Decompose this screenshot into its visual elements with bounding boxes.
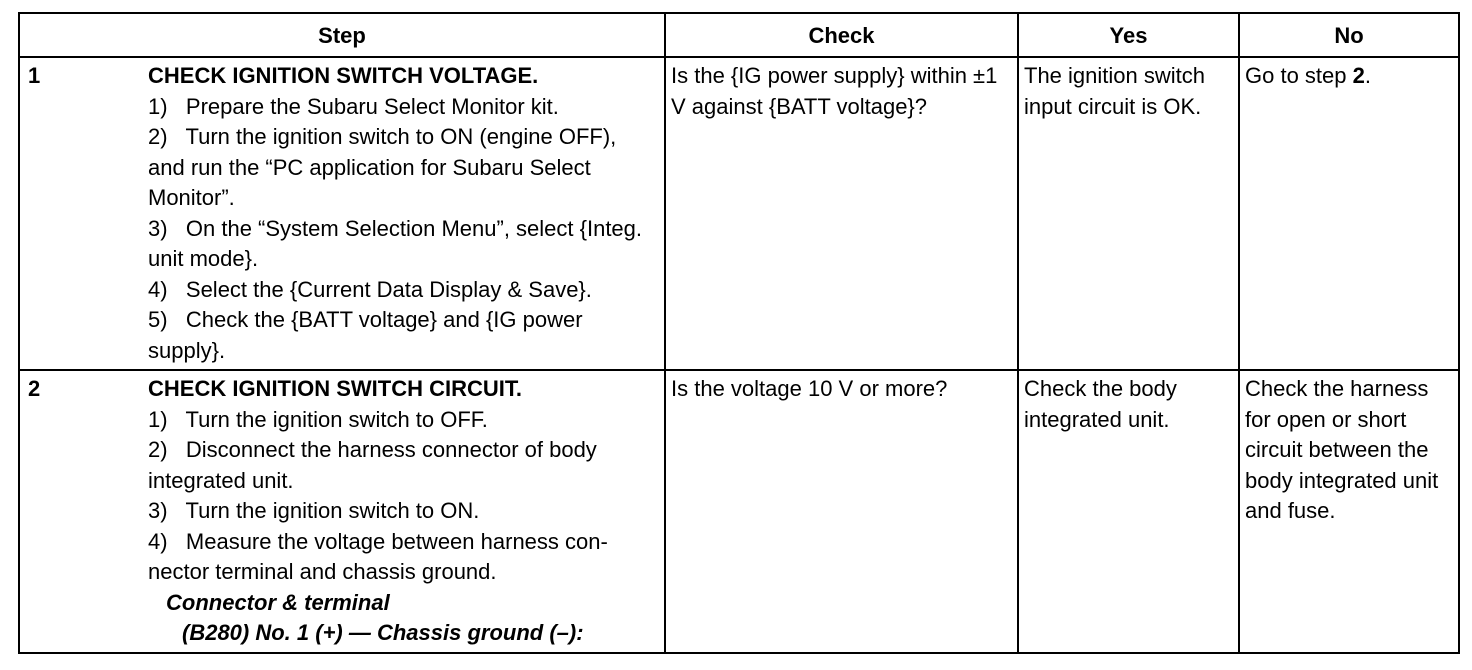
check-cell: Is the {IG power supply} within ±1 V against {BATT voltage}? xyxy=(665,57,1018,370)
step-cell xyxy=(19,57,665,370)
step-title: CHECK IGNITION SWITCH CIRCUIT. xyxy=(148,376,522,401)
no-text: Go to step xyxy=(1245,63,1353,88)
header-row xyxy=(19,13,1459,57)
step-cell xyxy=(19,370,665,653)
step-instruction: 1) Turn the ignition switch to OFF. xyxy=(148,406,488,432)
header-step: Step xyxy=(19,13,665,57)
table-row xyxy=(19,370,1459,653)
connector-spec: (B280) No. 1 (+) — Chassis ground (–): xyxy=(182,620,584,645)
header-check: Check xyxy=(665,13,1018,57)
step-title: CHECK IGNITION SWITCH VOLTAGE. xyxy=(148,63,539,88)
step-reference: 2 xyxy=(1352,63,1365,88)
step-instruction: 3) On the “System Selection Menu”, select {Integ. unit mode}. xyxy=(148,215,649,271)
step-instruction: 4) Select the {Current Data Display & Save}. xyxy=(148,276,592,302)
yes-cell: Check the body integrated unit. xyxy=(1018,370,1239,653)
diagnostic-table xyxy=(18,12,1460,654)
no-cell: Check the harness for open or short circuit between the body integrated unit and fuse. xyxy=(1239,370,1459,653)
table-row xyxy=(19,57,1459,370)
header-no: No xyxy=(1239,13,1459,57)
step-number: 1 xyxy=(28,63,41,88)
step-instruction: 3) Turn the ignition switch to ON. xyxy=(148,498,480,523)
header-yes: Yes xyxy=(1018,13,1239,57)
step-number: 2 xyxy=(28,376,41,401)
no-cell xyxy=(1239,57,1459,370)
yes-cell: The ignition switch input circuit is OK. xyxy=(1018,57,1239,370)
diagnostic-procedure xyxy=(18,12,1458,654)
step-instruction: 4) Measure the voltage between harness con-nector terminal and chassis ground. xyxy=(148,528,608,584)
connector-heading: Connector & terminal xyxy=(166,589,390,615)
step-instruction: 5) Check the {BATT voltage} and {IG power supply}. xyxy=(148,307,589,363)
step-instruction: 2) Turn the ignition switch to ON (engine OFF), and run the “PC application for Subaru Select Monitor”. xyxy=(148,124,623,210)
step-instruction: 1) Prepare the Subaru Select Monitor kit. xyxy=(148,93,559,119)
check-cell: Is the voltage 10 V or more? xyxy=(665,370,1018,653)
no-suffix: . xyxy=(1364,63,1371,88)
step-instruction: 2) Disconnect the harness connector of body integrated unit. xyxy=(148,437,603,493)
